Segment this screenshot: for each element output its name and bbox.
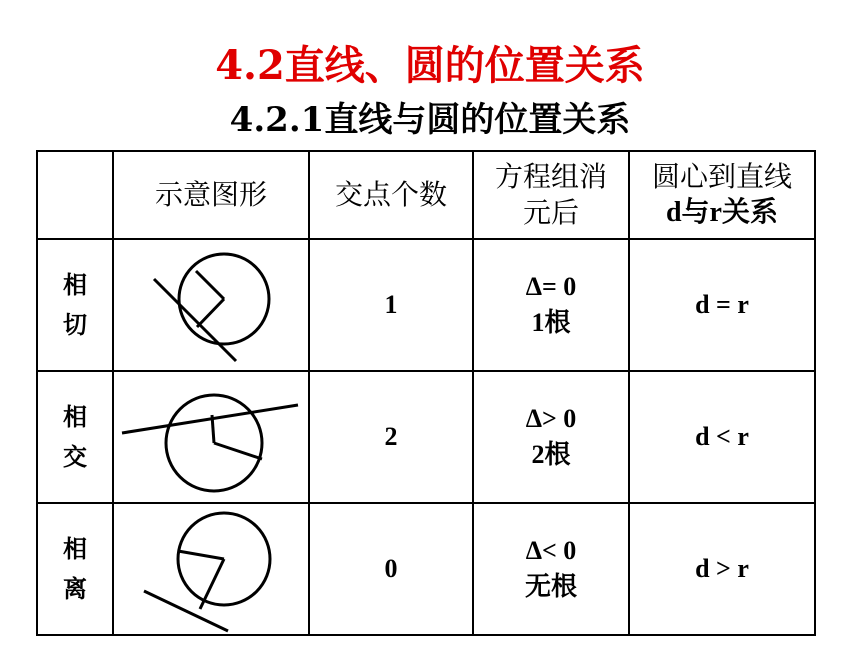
header-relation [629,151,815,239]
row-name-cell [37,371,113,503]
discriminant: Δ> 0 [525,404,577,433]
header-count: 交点个数 [309,151,473,239]
discriminant: Δ< 0 [525,536,577,565]
diagram-cell [113,239,309,371]
row-name: 相离 [63,535,87,603]
equation-cell [473,503,629,635]
roots: 1根 [531,308,571,337]
page-subtitle: 4.2.1直线与圆的位置关系 [229,100,631,140]
radius-line [178,551,224,559]
roots: 2根 [531,440,571,469]
relation-cell: d < r [629,371,815,503]
header-relation-line1: 圆心到直线 [651,160,792,193]
table-row [37,371,815,503]
distance-line [214,443,262,459]
diagram-cell [113,371,309,503]
distance-line [200,559,224,609]
separate-diagram [114,505,308,633]
equation-cell [473,239,629,371]
table-header-row [37,151,815,239]
tangent-line [154,279,236,361]
intersect-diagram [114,373,308,501]
radius-line [196,271,224,299]
row-name-cell [37,239,113,371]
row-name: 相交 [63,403,87,471]
position-relation-table [36,150,816,636]
row-name: 相切 [63,271,87,339]
diagram-cell [113,503,309,635]
discriminant: Δ= 0 [525,272,577,301]
count-cell: 0 [309,503,473,635]
relation-cell: d = r [629,239,815,371]
header-equation-line2: 元后 [522,196,579,229]
outside-line [144,591,228,631]
page-title: 4.2直线、圆的位置关系 [215,42,645,89]
header-equation [473,151,629,239]
count-cell: 2 [309,371,473,503]
tangent-diagram [114,241,308,369]
distance-line [197,299,224,327]
table-row [37,239,815,371]
secant-line [122,405,298,433]
equation-cell [473,371,629,503]
header-diagram: 示意图形 [113,151,309,239]
row-name-cell [37,503,113,635]
radius-line [212,415,214,443]
table-row [37,503,815,635]
header-relation-line2: d与r关系 [665,197,778,228]
count-cell: 1 [309,239,473,371]
roots: 无根 [524,572,577,601]
relation-cell: d > r [629,503,815,635]
header-equation-line1: 方程组消 [494,160,607,193]
header-blank [37,151,113,239]
